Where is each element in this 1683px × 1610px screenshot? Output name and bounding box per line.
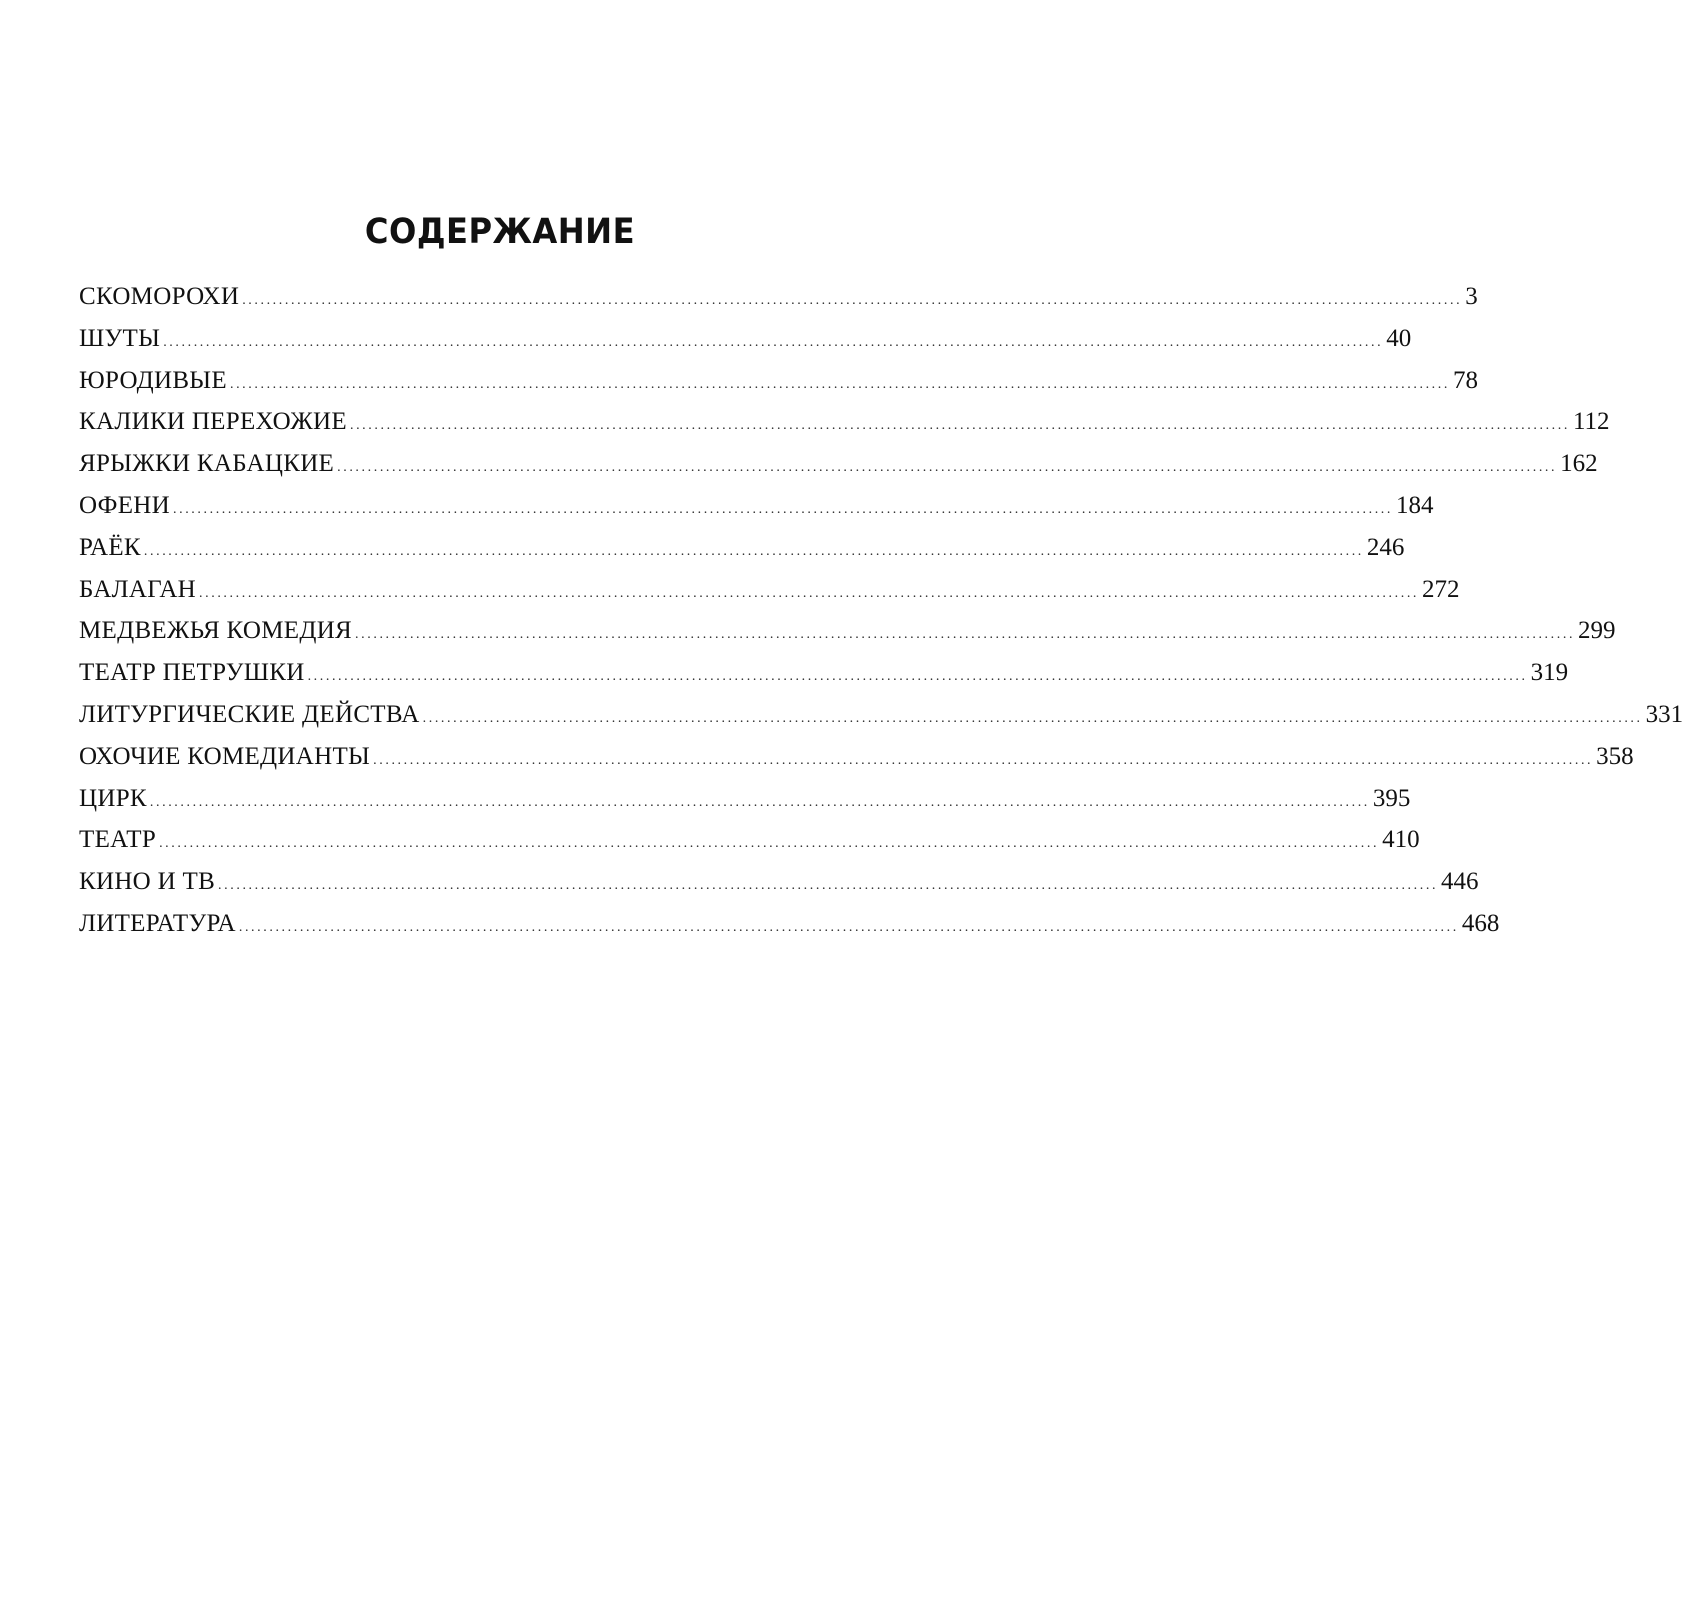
toc-entry <box>79 778 1411 820</box>
toc-entry <box>79 736 1634 778</box>
toc-entry-label: СКОМОРОХИ <box>79 283 240 310</box>
toc-leader-dots: ........................................................................................................................................................................................................ <box>218 878 1439 894</box>
toc-entry-label: ЛИТЕРАТУРА <box>79 909 236 937</box>
toc-entry <box>79 318 1412 360</box>
toc-entry <box>79 861 1479 903</box>
toc-entry-label: ОХОЧИЕ КОМЕДИАНТЫ <box>79 742 371 770</box>
toc-leader-dots: ........................................................................................................................................................................................................ <box>238 919 1459 935</box>
toc-entry <box>79 694 1683 736</box>
toc-entry-label: ШУТЫ <box>79 324 161 352</box>
toc-entry <box>79 569 1460 611</box>
toc-entry-page: 40 <box>1386 324 1412 352</box>
toc-leader-dots: ........................................................................................................................................................................................................ <box>355 627 1576 643</box>
toc-entry-label: ЮРОДИВЫЕ <box>79 366 227 394</box>
toc-entry-label: ЛИТУРГИЧЕСКИЕ ДЕЙСТВА <box>79 700 420 728</box>
toc-entry-page: 246 <box>1366 533 1405 561</box>
toc-entry-label: КАЛИКИ ПЕРЕХОЖИЕ <box>79 408 347 436</box>
toc-entry-label: РАЁК <box>79 533 141 561</box>
toc-entry-page: 3 <box>1465 283 1478 310</box>
toc-entry <box>79 276 1478 318</box>
toc-entry-page: 299 <box>1578 617 1616 645</box>
toc-entry-page: 319 <box>1530 659 1569 687</box>
toc-entry-page: 112 <box>1572 408 1610 436</box>
toc-entry-page: 468 <box>1461 909 1500 937</box>
toc-entry-label: МЕДВЕЖЬЯ КОМЕДИЯ <box>79 617 353 645</box>
toc-entry-label: ТЕАТР <box>79 826 157 854</box>
toc-entry <box>79 652 1569 694</box>
toc-leader-dots: ........................................................................................................................................................................................................ <box>199 585 1420 601</box>
toc-entry <box>79 527 1405 569</box>
toc-leader-dots: ........................................................................................................................................................................................................ <box>143 543 1364 559</box>
toc-leader-dots: ........................................................................................................................................................................................................ <box>149 794 1370 810</box>
toc-leader-dots: ........................................................................................................................................................................................................ <box>307 669 1528 685</box>
toc-leader-dots: ........................................................................................................................................................................................................ <box>422 710 1643 726</box>
toc-entry-label: ТЕАТР ПЕТРУШКИ <box>79 659 305 687</box>
toc-entry <box>79 401 1610 443</box>
toc-entry-label: ОФЕНИ <box>79 491 170 519</box>
toc-title: СОДЕРЖАНИЕ <box>364 212 636 252</box>
toc-entry-page: 358 <box>1596 742 1634 770</box>
toc-leader-dots: ........................................................................................................................................................................................................ <box>163 334 1384 350</box>
toc-entry-label: БАЛАГАН <box>79 575 197 603</box>
toc-entry <box>79 610 1616 652</box>
toc-entry <box>79 819 1420 861</box>
toc-entry <box>79 360 1478 402</box>
toc-leader-dots: ........................................................................................................................................................................................................ <box>349 418 1570 434</box>
toc-list <box>79 276 1683 945</box>
toc-entry-label: ЯРЫЖКИ КАБАЦКИЕ <box>79 450 335 478</box>
toc-entry <box>79 903 1500 945</box>
toc-entry-page: 162 <box>1560 450 1598 478</box>
toc-leader-dots: ........................................................................................................................................................................................................ <box>242 293 1463 308</box>
toc-entry-page: 272 <box>1422 575 1460 603</box>
toc-leader-dots: ........................................................................................................................................................................................................ <box>373 752 1594 768</box>
toc-entry-page: 184 <box>1396 491 1434 519</box>
toc-entry <box>79 485 1434 527</box>
toc-leader-dots: ........................................................................................................................................................................................................ <box>159 836 1380 852</box>
toc-leader-dots: ........................................................................................................................................................................................................ <box>173 501 1393 517</box>
toc-entry-label: КИНО И ТВ <box>79 868 216 896</box>
toc-entry-page: 446 <box>1441 868 1479 896</box>
toc-leader-dots: ........................................................................................................................................................................................................ <box>337 460 1558 476</box>
toc-entry <box>79 443 1598 485</box>
toc-entry-page: 410 <box>1382 826 1420 854</box>
toc-entry-page: 395 <box>1372 784 1411 812</box>
toc-leader-dots: ........................................................................................................................................................................................................ <box>229 376 1450 392</box>
toc-entry-label: ЦИРК <box>79 784 147 812</box>
toc-entry-page: 331 <box>1645 700 1683 728</box>
toc-entry-page: 78 <box>1452 366 1478 394</box>
